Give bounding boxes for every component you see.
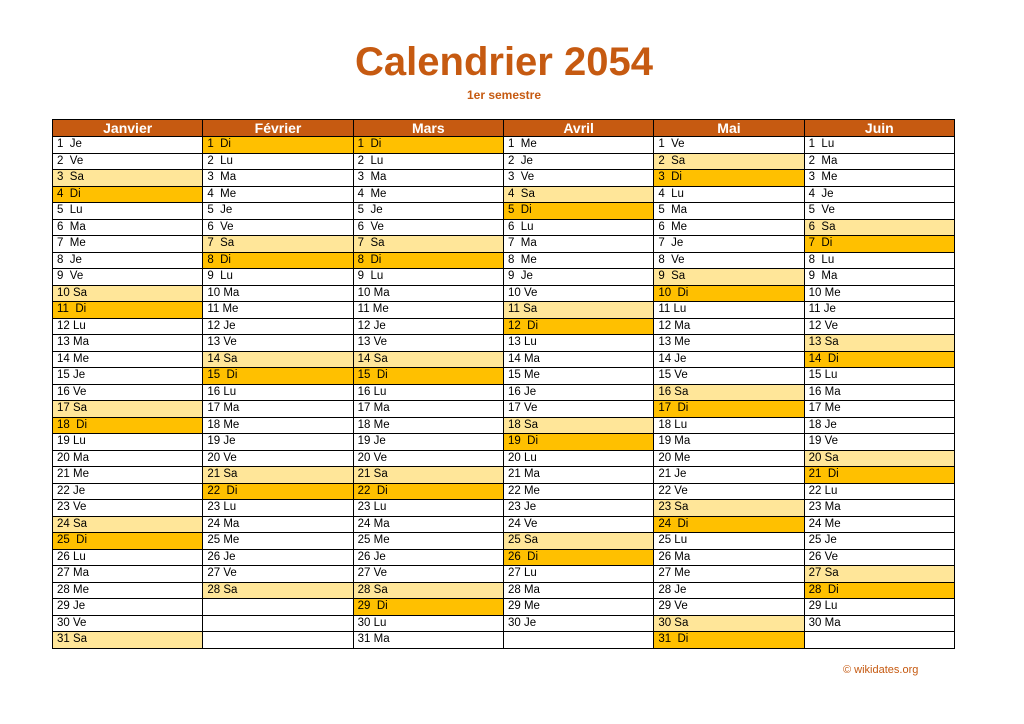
day-cell: 5 Lu — [53, 203, 203, 220]
empty-cell — [203, 632, 353, 649]
day-row — [53, 335, 955, 352]
day-cell: 1 Ve — [654, 137, 804, 154]
day-cell: 28 Sa — [203, 582, 353, 599]
day-cell: 13 Lu — [503, 335, 653, 352]
day-cell: 4 Me — [353, 186, 503, 203]
day-cell: 20 Ve — [353, 450, 503, 467]
day-row — [53, 351, 955, 368]
day-row — [53, 219, 955, 236]
day-cell: 25 Sa — [503, 533, 653, 550]
day-cell: 18 Lu — [654, 417, 804, 434]
day-cell: 9 Ve — [53, 269, 203, 286]
day-cell: 1 Di — [203, 137, 353, 154]
day-cell: 11 Sa — [503, 302, 653, 319]
day-cell: 11 Je — [804, 302, 954, 319]
day-cell: 4 Lu — [654, 186, 804, 203]
day-cell: 24 Ve — [503, 516, 653, 533]
day-cell: 19 Ve — [804, 434, 954, 451]
day-cell: 14 Sa — [353, 351, 503, 368]
day-cell: 26 Di — [503, 549, 653, 566]
day-cell: 12 Je — [203, 318, 353, 335]
day-row — [53, 170, 955, 187]
calendar-table — [52, 119, 955, 649]
day-cell: 30 Je — [503, 615, 653, 632]
day-cell: 16 Lu — [203, 384, 353, 401]
page-subtitle: 1er semestre — [466, 88, 542, 102]
day-cell: 22 Lu — [804, 483, 954, 500]
day-cell: 19 Ma — [654, 434, 804, 451]
day-cell: 24 Ma — [203, 516, 353, 533]
day-cell: 6 Ma — [53, 219, 203, 236]
day-cell: 3 Sa — [53, 170, 203, 187]
day-cell: 15 Di — [353, 368, 503, 385]
day-cell: 9 Sa — [654, 269, 804, 286]
day-cell: 22 Ve — [654, 483, 804, 500]
day-row — [53, 186, 955, 203]
day-cell: 9 Ma — [804, 269, 954, 286]
day-cell: 1 Di — [353, 137, 503, 154]
day-cell: 9 Lu — [353, 269, 503, 286]
day-cell: 14 Me — [53, 351, 203, 368]
day-cell: 2 Lu — [203, 153, 353, 170]
day-cell: 25 Me — [353, 533, 503, 550]
day-cell: 12 Di — [503, 318, 653, 335]
day-cell: 10 Sa — [53, 285, 203, 302]
day-cell: 29 Je — [53, 599, 203, 616]
day-cell: 14 Di — [804, 351, 954, 368]
calendar-body — [53, 137, 955, 649]
day-cell: 18 Me — [353, 417, 503, 434]
day-row — [53, 401, 955, 418]
day-cell: 21 Sa — [353, 467, 503, 484]
day-cell: 21 Me — [53, 467, 203, 484]
day-cell: 2 Sa — [654, 153, 804, 170]
day-row — [53, 384, 955, 401]
day-cell: 8 Lu — [804, 252, 954, 269]
day-cell: 29 Lu — [804, 599, 954, 616]
day-cell: 27 Ve — [353, 566, 503, 583]
empty-cell — [503, 632, 653, 649]
day-cell: 1 Je — [53, 137, 203, 154]
day-cell: 4 Me — [203, 186, 353, 203]
day-cell: 2 Je — [503, 153, 653, 170]
day-cell: 31 Di — [654, 632, 804, 649]
day-cell: 28 Sa — [353, 582, 503, 599]
day-cell: 14 Sa — [203, 351, 353, 368]
day-cell: 26 Je — [353, 549, 503, 566]
day-cell: 8 Je — [53, 252, 203, 269]
day-cell: 15 Di — [203, 368, 353, 385]
month-header-row — [53, 120, 955, 137]
month-header: Avril — [503, 120, 653, 137]
day-row — [53, 615, 955, 632]
day-cell: 27 Ma — [53, 566, 203, 583]
day-cell: 31 Ma — [353, 632, 503, 649]
month-header: Mars — [353, 120, 503, 137]
day-cell: 18 Sa — [503, 417, 653, 434]
day-cell: 3 Ve — [503, 170, 653, 187]
day-cell: 26 Je — [203, 549, 353, 566]
day-row — [53, 269, 955, 286]
day-row — [53, 467, 955, 484]
day-cell: 27 Me — [654, 566, 804, 583]
day-cell: 14 Je — [654, 351, 804, 368]
page-title: Calendrier 2054 — [355, 40, 653, 84]
day-cell: 1 Lu — [804, 137, 954, 154]
day-cell: 3 Di — [654, 170, 804, 187]
day-cell: 19 Lu — [53, 434, 203, 451]
day-cell: 5 Di — [503, 203, 653, 220]
day-cell: 20 Lu — [503, 450, 653, 467]
day-cell: 19 Je — [203, 434, 353, 451]
day-cell: 15 Me — [503, 368, 653, 385]
month-header: Janvier — [53, 120, 203, 137]
day-cell: 27 Ve — [203, 566, 353, 583]
day-cell: 1 Me — [503, 137, 653, 154]
day-cell: 6 Me — [654, 219, 804, 236]
day-cell: 23 Je — [503, 500, 653, 517]
day-cell: 25 Je — [804, 533, 954, 550]
day-cell: 13 Ve — [353, 335, 503, 352]
day-row — [53, 236, 955, 253]
day-row — [53, 483, 955, 500]
day-cell: 6 Ve — [203, 219, 353, 236]
day-cell: 6 Sa — [804, 219, 954, 236]
day-cell: 6 Ve — [353, 219, 503, 236]
day-cell: 17 Ma — [353, 401, 503, 418]
day-cell: 8 Me — [503, 252, 653, 269]
day-cell: 18 Di — [53, 417, 203, 434]
empty-cell — [203, 599, 353, 616]
day-cell: 23 Lu — [203, 500, 353, 517]
day-cell: 30 Ma — [804, 615, 954, 632]
day-cell: 12 Ve — [804, 318, 954, 335]
day-cell: 27 Sa — [804, 566, 954, 583]
day-cell: 20 Ma — [53, 450, 203, 467]
day-row — [53, 533, 955, 550]
day-cell: 8 Di — [353, 252, 503, 269]
day-cell: 2 Ma — [804, 153, 954, 170]
day-cell: 10 Di — [654, 285, 804, 302]
day-cell: 16 Sa — [654, 384, 804, 401]
day-cell: 20 Ve — [203, 450, 353, 467]
day-cell: 10 Ve — [503, 285, 653, 302]
day-cell: 25 Lu — [654, 533, 804, 550]
day-row — [53, 516, 955, 533]
day-cell: 31 Sa — [53, 632, 203, 649]
day-cell: 5 Ma — [654, 203, 804, 220]
day-cell: 16 Ma — [804, 384, 954, 401]
day-row — [53, 302, 955, 319]
month-header: Février — [203, 120, 353, 137]
day-cell: 26 Ve — [804, 549, 954, 566]
day-cell: 27 Lu — [503, 566, 653, 583]
day-cell: 17 Di — [654, 401, 804, 418]
day-cell: 4 Di — [53, 186, 203, 203]
day-cell: 24 Ma — [353, 516, 503, 533]
day-cell: 15 Lu — [804, 368, 954, 385]
day-cell: 7 Me — [53, 236, 203, 253]
day-cell: 2 Lu — [353, 153, 503, 170]
day-row — [53, 153, 955, 170]
day-cell: 30 Sa — [654, 615, 804, 632]
day-row — [53, 368, 955, 385]
day-cell: 20 Me — [654, 450, 804, 467]
day-row — [53, 137, 955, 154]
day-cell: 20 Sa — [804, 450, 954, 467]
day-cell: 29 Ve — [654, 599, 804, 616]
day-cell: 5 Je — [353, 203, 503, 220]
day-row — [53, 632, 955, 649]
footer-credit: © wikidates.org — [843, 664, 919, 676]
day-cell: 11 Di — [53, 302, 203, 319]
day-cell: 18 Me — [203, 417, 353, 434]
day-row — [53, 599, 955, 616]
day-cell: 25 Me — [203, 533, 353, 550]
day-cell: 24 Di — [654, 516, 804, 533]
day-cell: 24 Sa — [53, 516, 203, 533]
day-cell: 30 Lu — [353, 615, 503, 632]
day-cell: 7 Sa — [353, 236, 503, 253]
day-cell: 8 Ve — [654, 252, 804, 269]
day-cell: 28 Me — [53, 582, 203, 599]
day-cell: 10 Ma — [353, 285, 503, 302]
day-cell: 3 Ma — [203, 170, 353, 187]
day-row — [53, 566, 955, 583]
day-row — [53, 500, 955, 517]
day-cell: 16 Ve — [53, 384, 203, 401]
day-cell: 22 Me — [503, 483, 653, 500]
day-cell: 30 Ve — [53, 615, 203, 632]
day-cell: 12 Je — [353, 318, 503, 335]
empty-cell — [203, 615, 353, 632]
day-cell: 2 Ve — [53, 153, 203, 170]
day-cell: 4 Je — [804, 186, 954, 203]
day-cell: 5 Je — [203, 203, 353, 220]
day-cell: 7 Sa — [203, 236, 353, 253]
day-cell: 17 Sa — [53, 401, 203, 418]
day-cell: 15 Je — [53, 368, 203, 385]
day-cell: 17 Ma — [203, 401, 353, 418]
day-cell: 18 Je — [804, 417, 954, 434]
day-row — [53, 417, 955, 434]
day-cell: 14 Ma — [503, 351, 653, 368]
day-row — [53, 582, 955, 599]
day-cell: 26 Lu — [53, 549, 203, 566]
day-cell: 28 Je — [654, 582, 804, 599]
day-cell: 26 Ma — [654, 549, 804, 566]
day-row — [53, 549, 955, 566]
day-cell: 13 Me — [654, 335, 804, 352]
day-cell: 28 Ma — [503, 582, 653, 599]
day-cell: 22 Di — [353, 483, 503, 500]
day-cell: 19 Di — [503, 434, 653, 451]
day-cell: 16 Lu — [353, 384, 503, 401]
day-cell: 21 Ma — [503, 467, 653, 484]
day-cell: 13 Sa — [804, 335, 954, 352]
day-cell: 29 Di — [353, 599, 503, 616]
day-row — [53, 203, 955, 220]
day-row — [53, 285, 955, 302]
day-cell: 6 Lu — [503, 219, 653, 236]
day-cell: 17 Me — [804, 401, 954, 418]
day-cell: 25 Di — [53, 533, 203, 550]
day-cell: 17 Ve — [503, 401, 653, 418]
day-cell: 13 Ve — [203, 335, 353, 352]
day-cell: 21 Je — [654, 467, 804, 484]
day-cell: 22 Di — [203, 483, 353, 500]
day-cell: 3 Ma — [353, 170, 503, 187]
day-cell: 28 Di — [804, 582, 954, 599]
day-cell: 24 Me — [804, 516, 954, 533]
day-cell: 5 Ve — [804, 203, 954, 220]
day-cell: 11 Me — [353, 302, 503, 319]
day-cell: 22 Je — [53, 483, 203, 500]
day-cell: 12 Ma — [654, 318, 804, 335]
day-row — [53, 252, 955, 269]
day-cell: 10 Ma — [203, 285, 353, 302]
day-cell: 23 Ve — [53, 500, 203, 517]
day-cell: 23 Sa — [654, 500, 804, 517]
day-cell: 7 Di — [804, 236, 954, 253]
day-cell: 11 Lu — [654, 302, 804, 319]
day-cell: 10 Me — [804, 285, 954, 302]
day-cell: 9 Lu — [203, 269, 353, 286]
day-cell: 7 Je — [654, 236, 804, 253]
day-cell: 16 Je — [503, 384, 653, 401]
month-header: Mai — [654, 120, 804, 137]
day-cell: 7 Ma — [503, 236, 653, 253]
day-cell: 11 Me — [203, 302, 353, 319]
day-cell: 8 Di — [203, 252, 353, 269]
day-cell: 19 Je — [353, 434, 503, 451]
day-cell: 23 Ma — [804, 500, 954, 517]
day-cell: 3 Me — [804, 170, 954, 187]
day-cell: 21 Sa — [203, 467, 353, 484]
day-cell: 29 Me — [503, 599, 653, 616]
month-header: Juin — [804, 120, 954, 137]
day-cell: 4 Sa — [503, 186, 653, 203]
day-cell: 13 Ma — [53, 335, 203, 352]
empty-cell — [804, 632, 954, 649]
day-row — [53, 434, 955, 451]
day-cell: 23 Lu — [353, 500, 503, 517]
day-cell: 9 Je — [503, 269, 653, 286]
day-cell: 12 Lu — [53, 318, 203, 335]
day-cell: 21 Di — [804, 467, 954, 484]
day-cell: 15 Ve — [654, 368, 804, 385]
day-row — [53, 318, 955, 335]
day-row — [53, 450, 955, 467]
